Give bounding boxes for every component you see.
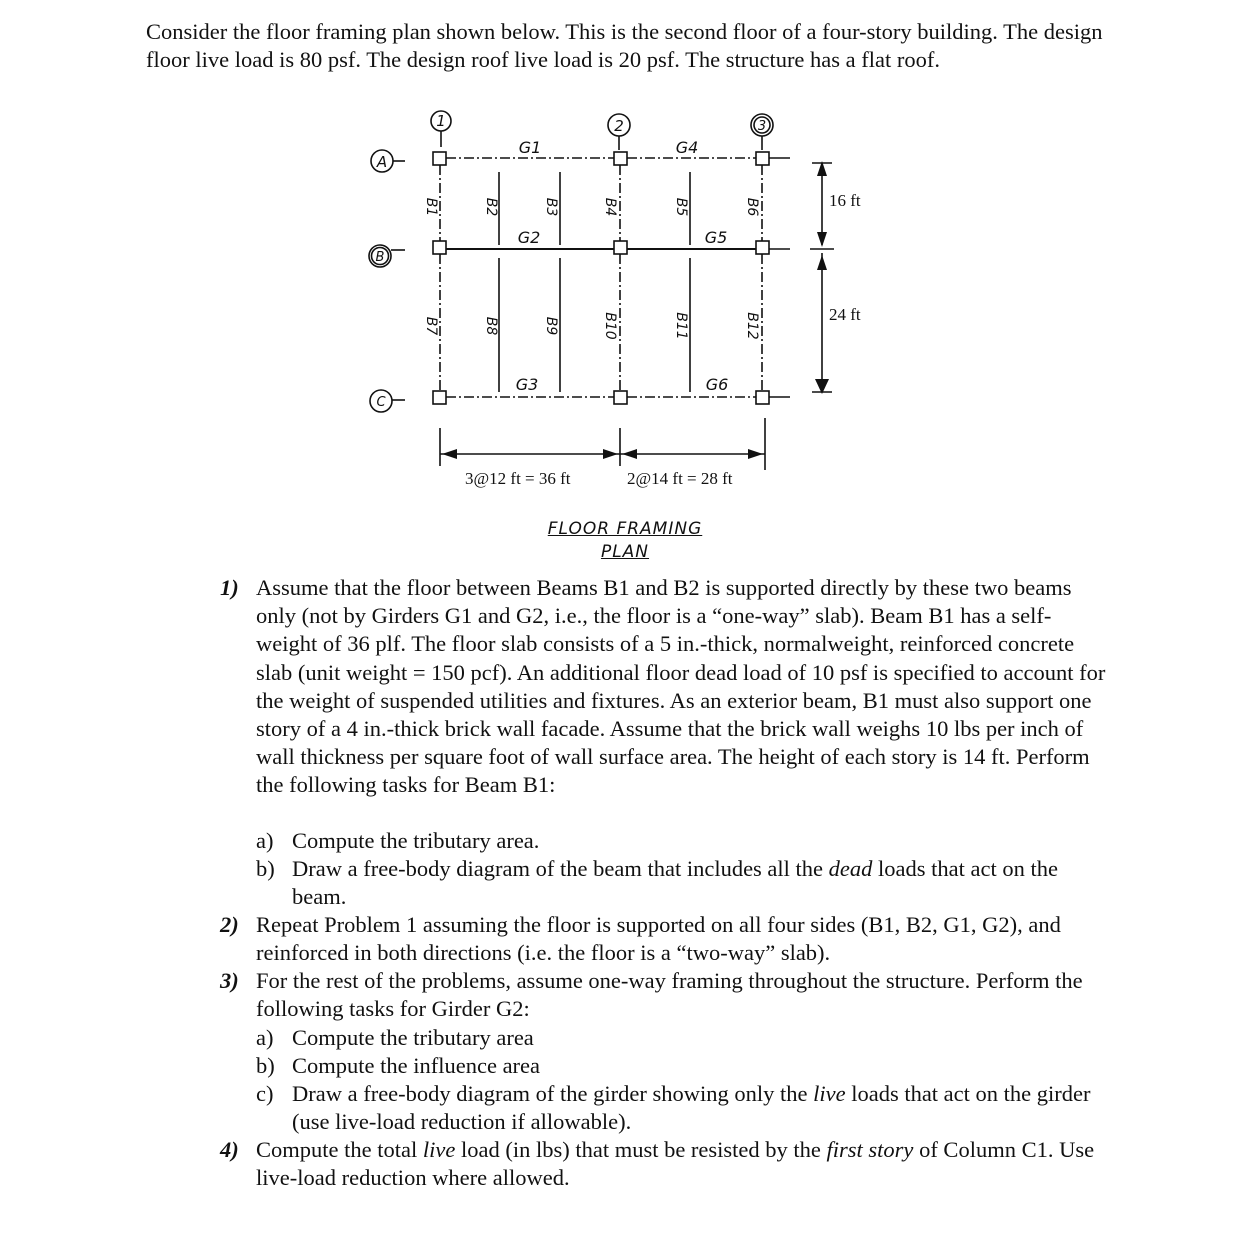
- beam-label: B2: [483, 197, 499, 217]
- beam-label: B4: [602, 197, 618, 217]
- subtask-text: Draw a free-body diagram of the girder showing only the live loads that act on the girder (use live-load reduction if allowable).: [292, 1081, 1091, 1135]
- problem-text: For the rest of the problems, assume one-way framing throughout the structure. Perform the following tasks for Girder G2:: [256, 968, 1083, 1022]
- girder-label: G5: [704, 228, 728, 247]
- subtask-label: c): [256, 1081, 274, 1106]
- problem-text: Assume that the floor between Beams B1 and B2 is supported directly by these two beams only (not by Girders G1 and G2, i.e., the floor is a “one-way” slab). Beam B1 has a self-weight of 36 plf. The floor slab consists of a 5 in.-thick, normalweight, reinforced concrete slab (unit weight = 150 pcf). An additional floor dead load of 10 psf is specified to account for the weight of suspended utilities and fixtures. As an exterior beam, B1 must also support one story of a 4 in.-thick brick wall facade. Assume that the brick wall weighs 10 lbs per inch of wall thickness per square foot of wall surface area. The height of each story is 14 ft. Perform the following tasks for Beam B1:: [256, 575, 1106, 798]
- column-C2: [614, 391, 627, 404]
- problem-number: 1): [220, 575, 239, 600]
- column-line-label: 2: [614, 117, 624, 135]
- column-B2: [614, 241, 627, 254]
- plan-title-line: FLOOR FRAMING: [547, 519, 703, 539]
- dimension-label: 3@12 ft = 36 ft: [465, 469, 571, 488]
- subtask-label: a): [256, 1025, 274, 1050]
- problem-text: Repeat Problem 1 assuming the floor is supported on all four sides (B1, B2, G1, G2), and reinforced in both directions (i.e. the floor is a “two-way” slab).: [256, 912, 1061, 966]
- beam-label: B6: [744, 197, 760, 217]
- beam-label: B7: [423, 316, 439, 336]
- subtask-text: Draw a free-body diagram of the beam that includes all the dead loads that act on the beam.: [292, 856, 1058, 910]
- girder-label: G6: [705, 375, 729, 394]
- row-line-label: B: [375, 250, 385, 265]
- beam-label: B5: [673, 197, 689, 217]
- problem-number: 3): [220, 968, 239, 993]
- beam-label: B3: [543, 197, 559, 217]
- beam-label: B11: [673, 312, 689, 340]
- beam-label: B1: [423, 197, 439, 217]
- intro-paragraph: Consider the floor framing plan shown below. This is the second floor of a four-story building. The design floor live load is 80 psf. The design roof live load is 20 psf. The structure has a flat roof.: [146, 19, 1103, 72]
- column-line-label: 3: [757, 119, 767, 134]
- column-line-label: 1: [436, 112, 446, 130]
- subtask-label: b): [256, 1053, 275, 1078]
- beam-label: B8: [483, 316, 499, 336]
- problem-text: Compute the total live load (in lbs) that must be resisted by the first story of Column C1. Use live-load reduction where allowed.: [256, 1137, 1095, 1191]
- girder-label: G2: [517, 228, 541, 247]
- column-B3: [756, 241, 769, 254]
- plan-title-line: PLAN: [600, 542, 650, 562]
- subtask-text: Compute the tributary area: [292, 1025, 534, 1050]
- column-C1: [433, 391, 446, 404]
- beam-label: B10: [602, 312, 618, 340]
- dimension-label: 16 ft: [829, 191, 861, 210]
- problem-number: 4): [220, 1137, 239, 1162]
- subtask-text: Compute the influence area: [292, 1053, 541, 1078]
- row-line-label: A: [376, 153, 388, 171]
- girder-label: G3: [515, 375, 539, 394]
- row-line-label: C: [376, 395, 386, 410]
- girder-label: G4: [675, 138, 699, 157]
- column-A1: [433, 152, 446, 165]
- beam-label: B9: [543, 316, 559, 336]
- subtask-text: Compute the tributary area.: [292, 828, 540, 853]
- plan-title: [525, 518, 725, 564]
- column-B1: [433, 241, 446, 254]
- girder-label: G1: [518, 138, 542, 157]
- subtask-label: a): [256, 828, 274, 853]
- column-A2: [614, 152, 627, 165]
- subtask-label: b): [256, 856, 275, 881]
- column-C3: [756, 391, 769, 404]
- column-A3: [756, 152, 769, 165]
- dimension-label: 2@14 ft = 28 ft: [627, 469, 733, 488]
- beam-label: B12: [744, 312, 760, 340]
- floor-framing-plan: [0, 0, 1242, 600]
- problem-number: 2): [220, 912, 239, 937]
- dimension-label: 24 ft: [829, 305, 861, 324]
